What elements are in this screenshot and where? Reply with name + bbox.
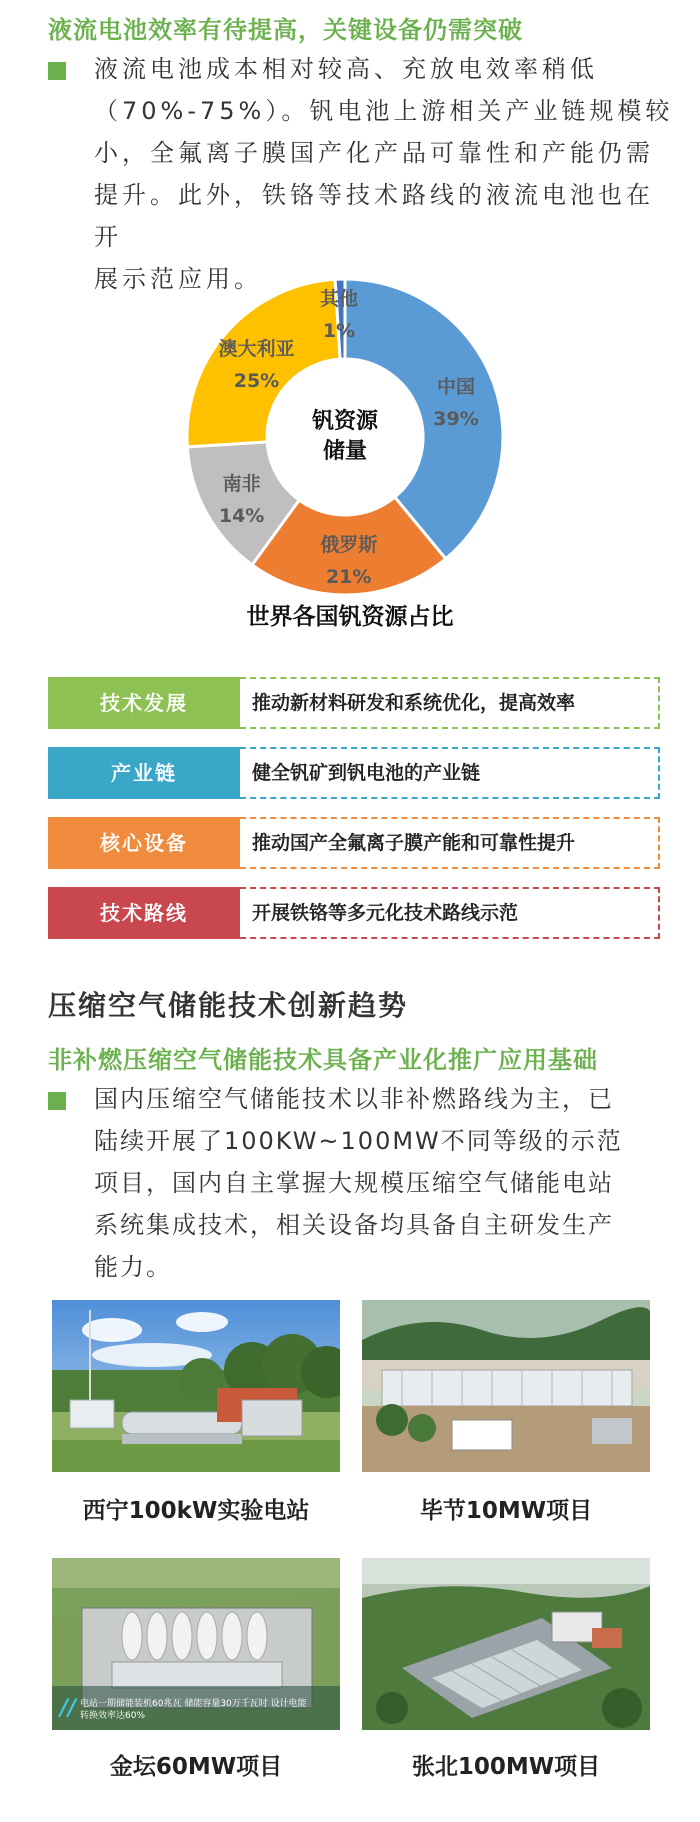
donut-hole <box>267 359 423 515</box>
slice-value-label: 14% <box>218 504 265 527</box>
row-value: 开展铁铬等多元化技术路线示范 <box>240 887 660 939</box>
slice-category-label: 其他 <box>319 288 359 310</box>
paragraph-line: 项目，国内自主掌握大规模压缩空气储能电站 <box>94 1169 614 1197</box>
table-row <box>48 747 652 799</box>
paragraph-line: 小，全氟离子膜国产化产品可靠性和产能仍需 <box>94 139 654 167</box>
bullet-marker <box>48 1092 66 1110</box>
section2-heading: 压缩空气储能技术创新趋势 <box>48 989 409 1022</box>
slash-mark-icon: // <box>60 1696 77 1721</box>
paragraph-line: 液流电池成本相对较高、充放电效率稍低 <box>94 55 598 83</box>
center-label-line1: 钒资源 <box>311 409 379 434</box>
section1-subtitle: 液流电池效率有待提高，关键设备仍需突破 <box>48 16 523 44</box>
paragraph-line: 能力。 <box>94 1253 172 1281</box>
paragraph-line: 国内压缩空气储能技术以非补燃路线为主，已 <box>94 1085 614 1113</box>
row-label: 技术路线 <box>48 887 240 939</box>
slice-value-label: 1% <box>322 320 356 342</box>
row-label: 产业链 <box>48 747 240 799</box>
table-row <box>48 887 652 939</box>
paragraph-line: 陆续开展了100KW~100MW不同等级的示范 <box>94 1127 623 1155</box>
row-label: 核心设备 <box>48 817 240 869</box>
photo-bijie-project <box>362 1300 650 1472</box>
slice-category-label: 中国 <box>437 376 476 399</box>
section2-subtitle: 非补燃压缩空气储能技术具备产业化推广应用基础 <box>48 1046 598 1074</box>
row-value: 推动新材料研发和系统优化，提高效率 <box>240 677 660 729</box>
chart-title: 世界各国钒资源占比 <box>246 604 454 630</box>
slice-value-label: 39% <box>433 408 479 431</box>
slice-category-label: 俄罗斯 <box>320 533 378 556</box>
section1-paragraph <box>94 48 674 300</box>
paragraph-line: （70%-75%）。钒电池上游相关产业链规模较 <box>94 97 674 125</box>
photo-caption: 张北100MW项目 <box>411 1754 601 1780</box>
slice-value-label: 25% <box>233 369 280 392</box>
photo-caption: 金坛60MW项目 <box>109 1754 283 1780</box>
photo-zhangbei-project <box>362 1558 650 1730</box>
paragraph-line: 提升。此外，铁铬等技术路线的液流电池也在开 <box>94 181 654 251</box>
table-row <box>48 677 652 729</box>
table-row <box>48 817 652 869</box>
row-label: 技术发展 <box>48 677 240 729</box>
paragraph-line: 系统集成技术，相关设备均具备自主研发生产 <box>94 1211 614 1239</box>
photo-xining-station <box>52 1300 340 1472</box>
photo-caption: 毕节10MW项目 <box>419 1498 593 1524</box>
photo-jintan-project <box>52 1558 340 1730</box>
paragraph-line: 展示范应用。 <box>94 265 262 293</box>
bullet-marker <box>48 62 66 80</box>
section2-paragraph <box>94 1078 674 1288</box>
photo-overlay-text: 电站一期储能装机60兆瓦 储能容量30万千瓦时 设计电能转换效率达60% <box>80 1699 307 1721</box>
vanadium-donut-chart <box>180 272 510 602</box>
slice-value-label: 21% <box>325 565 372 588</box>
slice-category-label: 澳大利亚 <box>218 337 295 360</box>
photo-caption: 西宁100kW实验电站 <box>82 1498 310 1524</box>
center-label-line2: 储量 <box>322 439 368 464</box>
row-value: 健全钒矿到钒电池的产业链 <box>240 747 660 799</box>
slice-category-label: 南非 <box>222 472 261 495</box>
row-value: 推动国产全氟离子膜产能和可靠性提升 <box>240 817 660 869</box>
